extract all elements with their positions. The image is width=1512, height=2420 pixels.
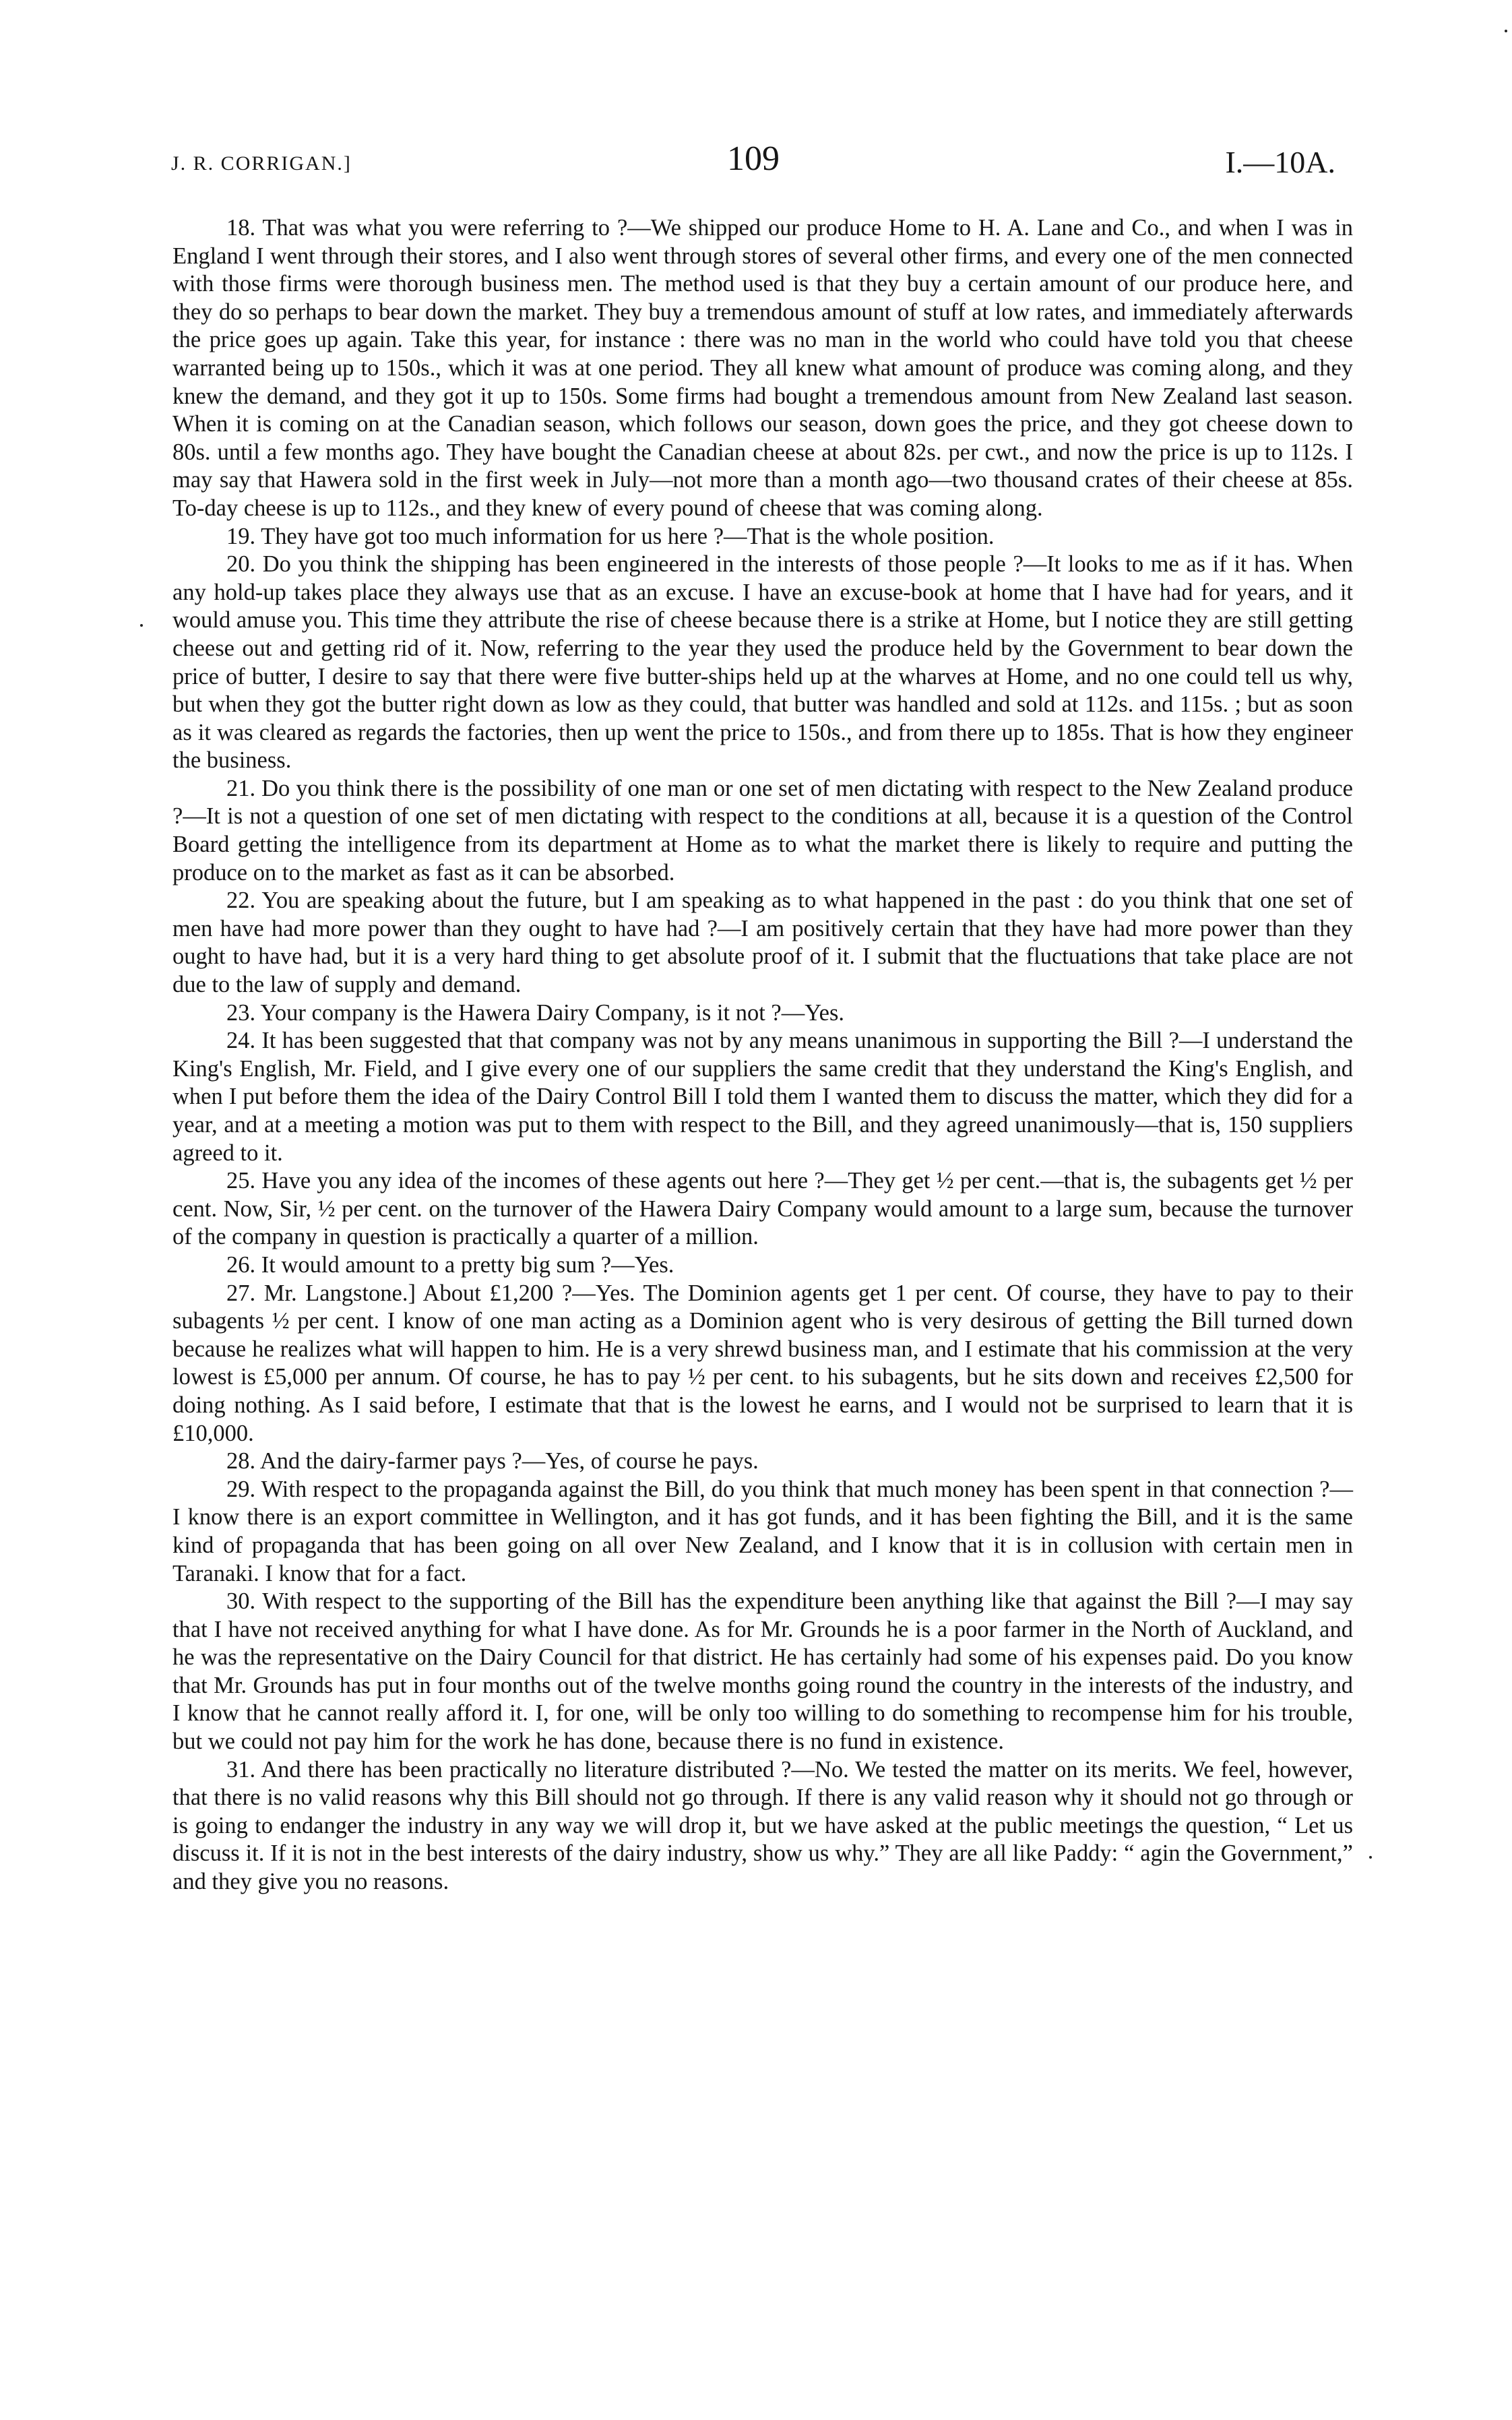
paragraph-19: 19. They have got too much information for us here ?—That is the whole position.	[226, 523, 995, 549]
paragraph-29: 29. With respect to the propaganda against the Bill, do you think that much money has been spent in that connection ?—I know there is an export committee in Wellington, and it has got funds, and it has been fighting the Bill, and it is the same kind of propaganda that has been going on all over New Zealand, and I know that it is in collusion with certain men in Taranaki. I know that for a fact.	[172, 1476, 1353, 1586]
paragraph-30: 30. With respect to the supporting of the Bill has the expenditure been anything like that against the Bill ?—I may say that I have not received anything for what I have done. As for Mr. Grounds he is a poor farmer in the North of Auckland, and he was the representative on the Dairy Council for that district. He has certainly had some of his expenses paid. Do you know that Mr. Grounds has put in four months out of the twelve months going round the country in the interests of the industry, and I know that he cannot really afford it. I, for one, will be only too willing to do something to recompense him for his trouble, but we could not pay him for the work he has done, because there is no fund in existence.	[172, 1588, 1353, 1755]
paragraph-23: 23. Your company is the Hawera Dairy Company, is it not ?—Yes.	[226, 999, 845, 1026]
paragraph-27: 27. Mr. Langstone.] About £1,200 ?—Yes. The Dominion agents get 1 per cent. Of course, they have to pay to their subagents ½ per cent. I know of one man acting as a Dominion agent who is very desirous of getting the Bill turned down because he realizes what will happen to him. He is a very shrewd business man, and I estimate that his commission at the very lowest is £5,000 per annum. Of course, he has to pay ½ per cent. to his subagents, but he sits down and receives £2,500 for doing nothing. As I said before, I estimate that that is the lowest he earns, and I would not be surprised to learn that it is £10,000.	[172, 1280, 1353, 1446]
paragraph-28: 28. And the dairy-farmer pays ?—Yes, of course he pays.	[226, 1448, 759, 1475]
scan-speck	[1369, 1856, 1372, 1859]
paragraph-21: 21. Do you think there is the possibility of one man or one set of men dictating with respect to the New Zealand produce ?—It is not a question of one set of men dictating with respect to the conditions at all, because it is a question of the Control Board getting the intelligence from its department at Home as to what the market there is likely to require and putting the produce on to the market as fast as it can be absorbed.	[172, 775, 1353, 886]
paragraph-31: 31. And there has been practically no literature distributed ?—No. We tested the matter on its merits. We feel, however, that there is no valid reasons why this Bill should not go through. If there is any valid reason why it should not go through or is going to endanger the industry in any way we will drop it, but we have asked at the public meetings the question, “ Let us discuss it. If it is not in the best interests of the dairy industry, show us why.” They are all like Paddy: “ agin the Government,” and they give you no reasons.	[172, 1756, 1353, 1895]
paragraph-25: 25. Have you any idea of the incomes of these agents out here ?—They get ½ per cent.—that is, the subagents get ½ per cent. Now, Sir, ½ per cent. on the turnover of the Hawera Dairy Company would amount to a large sum, because the turnover of the company in question is practically a quarter of a million.	[172, 1168, 1353, 1250]
witness-name: J. R. CORRIGAN.]	[171, 152, 352, 175]
paragraph-22: 22. You are speaking about the future, but I am speaking as to what happened in the past : do you think that one set of men have had more power than they ought to have had ?—I am positively certain that they have had more power than they ought to have had, but it is a very hard thing to get absolute proof of it. I submit that the fluctuations that take place are not due to the law of supply and demand.	[172, 888, 1353, 998]
paragraph-18: 18. That was what you were referring to ?—We shipped our produce Home to H. A. Lane and Co., and when I was in England I went through their stores, and I also went through stores of several other firms, and every one of the men connected with those firms were thorough business men. The method used is that they buy a certain amount of our produce here, and they do so perhaps to bear down the market. They buy a tremendous amount of stuff at low rates, and immediately afterwards the price goes up again. Take this year, for instance : there was no man in the world who could have told you that cheese warranted being up to 150s., which it was at one period. They all knew what amount of produce was coming along, and they knew the demand, and they got it up to 150s. Some firms had bought a tremendous amount from New Zealand last season. When it is coming on at the Canadian season, which follows our season, down goes the price, and they got cheese down to 80s. until a few months ago. They have bought the Canadian cheese at about 82s. per cwt., and now the price is up to 112s. I may say that Hawera sold in the first week in July—not more than a month ago—two thousand crates of their cheese at 85s. To-day cheese is up to 112s., and they knew of every pound of cheese that was coming along.	[172, 215, 1353, 521]
scan-speck	[1505, 30, 1507, 32]
transcript-body	[172, 214, 1353, 1896]
paragraph-26: 26. It would amount to a pretty big sum ?—Yes.	[226, 1251, 674, 1278]
page-number: 109	[727, 139, 780, 178]
paragraph-20: 20. Do you think the shipping has been engineered in the interests of those people ?—It looks to me as if it has. When any hold-up takes place they always use that as an excuse. I have an excuse-book at home that I have had for years, and it would amuse you. This time they attribute the rise of cheese because there is a strike at Home, but I notice they are still getting cheese out and getting rid of it. Now, referring to the year they used the produce held by the Government to bear down the price of butter, I desire to say that there were five butter-ships held up at the wharves at Home, and no one could tell us why, but when they got the butter right down as low as they could, that butter was handled and sold at 112s. and 115s. ; but as soon as it was cleared as regards the factories, then up went the price to 150s., and from there up to 185s. That is how they engineer the business.	[172, 551, 1353, 774]
scan-speck	[140, 624, 143, 627]
page-header	[171, 139, 1335, 186]
paragraph-24: 24. It has been suggested that that company was not by any means unanimous in supporting the Bill ?—I understand the King's English, Mr. Field, and I give every one of our suppliers the same credit that they understand the King's English, and when I put before them the idea of the Dairy Control Bill I told them I wanted them to discuss the matter, which they did for a year, and at a meeting a motion was put to them with respect to the Bill, and they agreed unanimously—that is, 150 suppliers agreed to it.	[172, 1028, 1353, 1166]
document-reference: I.—10A.	[1225, 145, 1335, 179]
